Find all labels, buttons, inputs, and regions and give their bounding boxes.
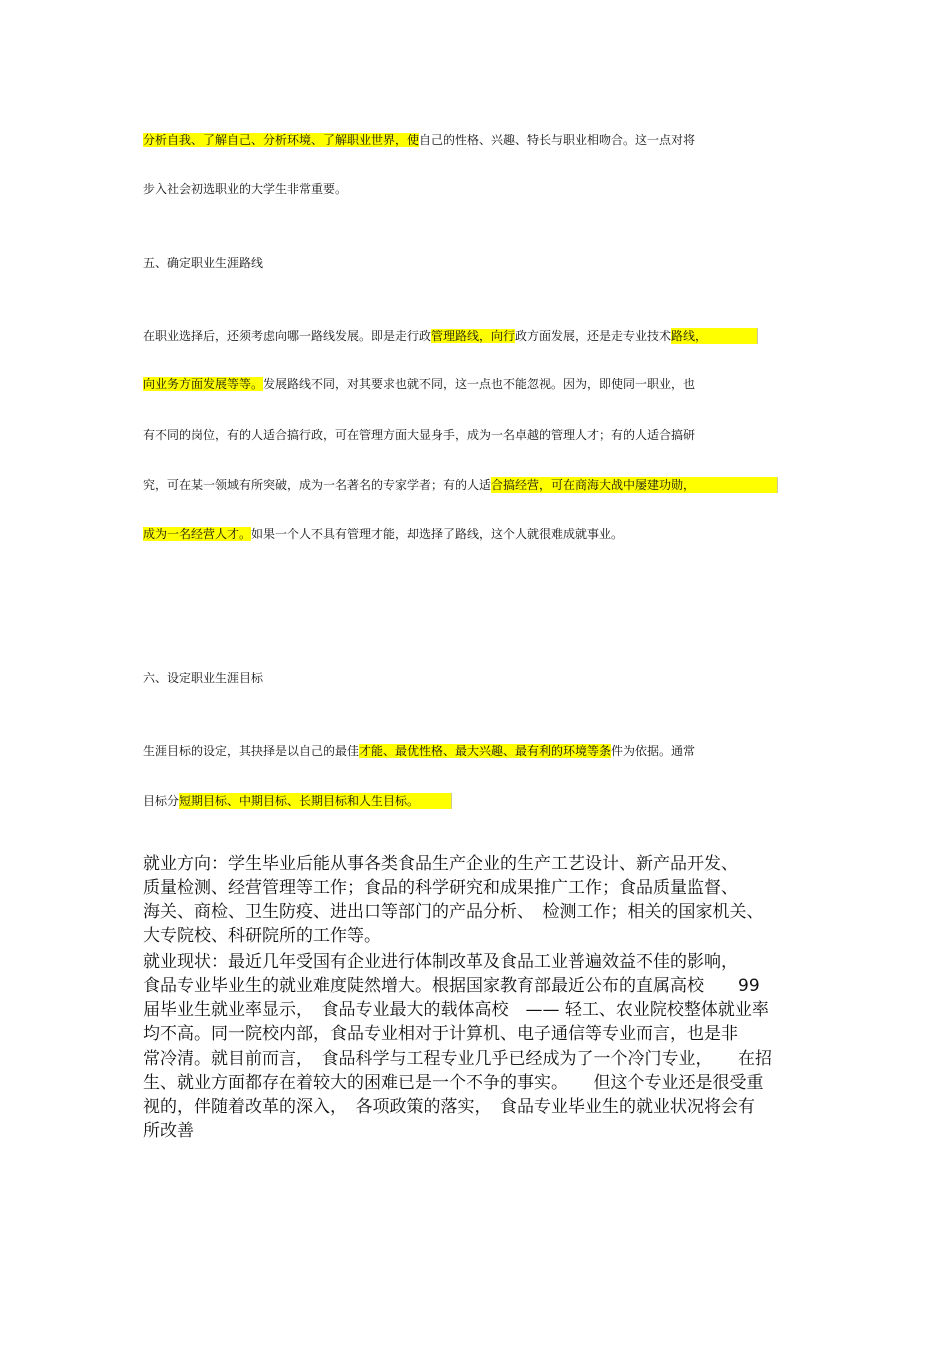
text: 自己的性格、兴趣、特长与职业相吻合。这一点对将 [419, 133, 696, 147]
paragraph-2-line-4 [143, 477, 778, 493]
text: 究，可在某一领域有所突破，成为一名著名的专家学者；有的人适 [143, 478, 492, 492]
text: 如果一个人不具有管理才能，却选择了路线，这个人就很难成就事业。 [251, 527, 624, 541]
text: 目标分 [143, 794, 180, 808]
body-line: 食品专业毕业生的就业难度陡然增大。根据国家教育部最近公布的直属高校 99 [143, 976, 760, 996]
paragraph-2-line-3: 有不同的岗位，有的人适合搞行政，可在管理方面大显身手，成为一名卓越的管理人才；有的人适合搞研 [143, 428, 696, 442]
highlight: 管理路线，向行 [431, 329, 516, 343]
paragraph-3-line-1 [143, 743, 695, 759]
highlight: 分析自我、了解自己、分析环境、了解职业世界，使 [143, 133, 420, 147]
body-line: 视的，伴随着改革的深入， 各项政策的落实， 食品专业毕业生的就业状况将会有 [143, 1097, 755, 1117]
text: 件为依据。通常 [611, 744, 696, 758]
body-line: 大专院校、科研院所的工作等。 [143, 926, 381, 946]
paragraph-2-line-2 [143, 376, 695, 392]
highlight: 路线， [671, 328, 758, 344]
paragraph-1-line-1 [143, 132, 695, 148]
body-line: 质量检测、经营管理等工作；食品的科学研究和成果推广工作；食品质量监督、 [143, 878, 738, 898]
highlight: 合搞经营，可在商海大战中屡建功勋， [491, 477, 778, 493]
highlight: 短期目标、中期目标、长期目标和人生目标。 [179, 793, 452, 809]
text: 生涯目标的设定，其抉择是以自己的最佳 [143, 744, 360, 758]
body-line: 所改善 [143, 1121, 194, 1141]
body-line: 届毕业生就业率显示， 食品专业最大的载体高校 —— 轻工、农业院校整体就业率 [143, 1000, 769, 1020]
text: 发展路线不同，对其要求也就不同，这一点也不能忽视。因为，即使同一职业，也 [263, 377, 696, 391]
body-line: 均不高。同一院校内部，食品专业相对于计算机、电子通信等专业而言，也是非 [143, 1024, 738, 1044]
heading-section-6: 六、设定职业生涯目标 [143, 671, 264, 685]
body-line: 常冷清。就目前而言， 食品科学与工程专业几乎已经成为了一个冷门专业， 在招 [143, 1049, 772, 1069]
heading-section-5: 五、确定职业生涯路线 [143, 256, 264, 270]
paragraph-3-line-2 [143, 793, 452, 809]
highlight: 向业务方面发展等等。 [143, 377, 264, 391]
paragraph-2-line-1 [143, 328, 758, 344]
paragraph-2-line-5 [143, 526, 623, 542]
body-line: 就业现状：最近几年受国有企业进行体制改革及食品工业普遍效益不佳的影响， [143, 952, 738, 972]
paragraph-1-line-2: 步入社会初选职业的大学生非常重要。 [143, 182, 348, 196]
text: 在职业选择后，还须考虑向哪一路线发展。即是走行政 [143, 329, 432, 343]
body-line: 生、就业方面都存在着较大的困难已是一个不争的事实。 但这个专业还是很受重 [143, 1073, 764, 1093]
highlight: 成为一名经营人才。 [143, 527, 252, 541]
highlight: 才能、最优性格、最大兴趣、最有利的环境等条 [359, 744, 612, 758]
body-line: 海关、商检、卫生防疫、进出口等部门的产品分析、 检测工作；相关的国家机关、 [143, 902, 764, 922]
text: 政方面发展，还是走专业技术 [515, 329, 672, 343]
body-line: 就业方向：学生毕业后能从事各类食品生产企业的生产工艺设计、新产品开发、 [143, 854, 738, 874]
